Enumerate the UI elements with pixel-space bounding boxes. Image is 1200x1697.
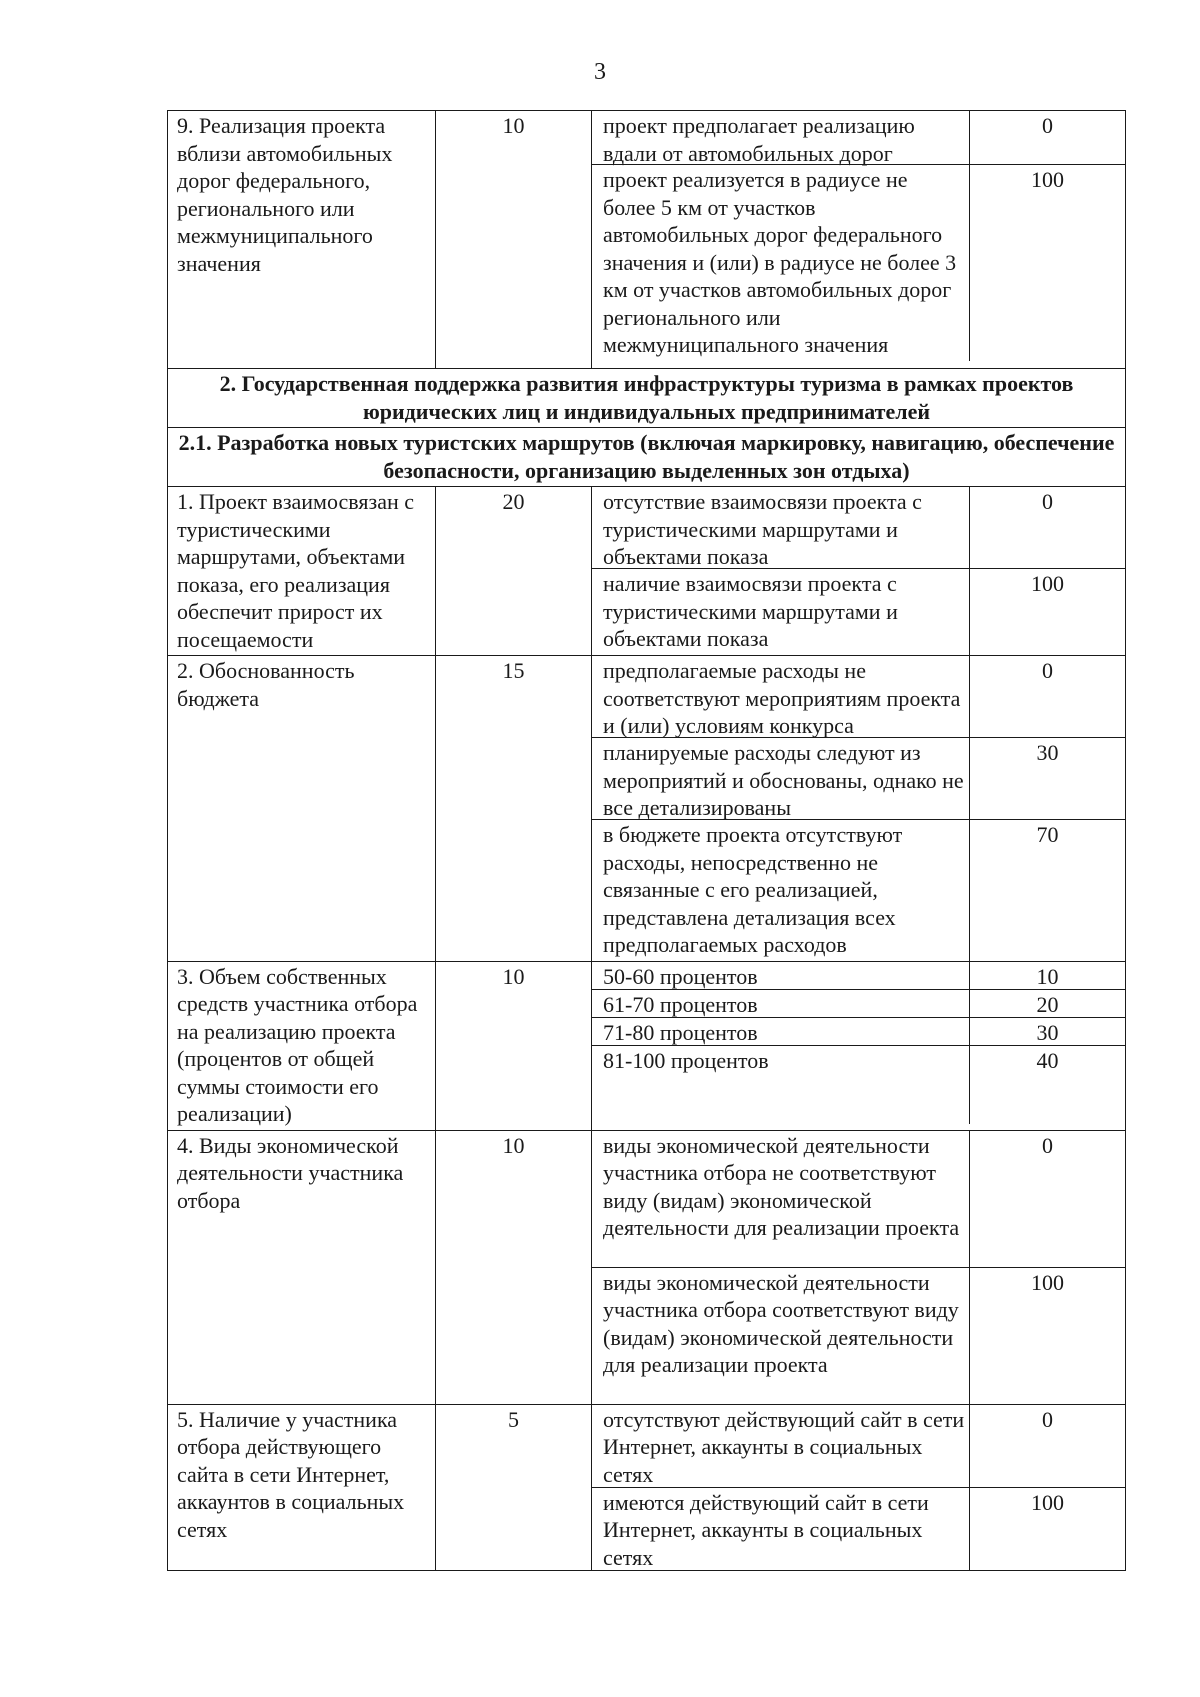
section-row [168, 369, 1126, 428]
option-score: 20 [1036, 991, 1059, 1017]
option-score: 100 [1031, 571, 1064, 596]
option-score: 100 [1031, 1269, 1064, 1295]
criterion-cell: 5. Наличие у участника отбора действующего сайта в сети Интернет, аккаунтов в социальных сетях [168, 1404, 436, 1570]
option-row [592, 568, 1125, 655]
option-description: в бюджете проекта отсутствуют расходы, непосредственно не связанные с его реализацией, представлена детализация всех предполагаемых расходов [592, 820, 970, 961]
option-description: отсутствие взаимосвязи проекта с туристическими маршрутами и объектами показа [592, 487, 970, 568]
weight-cell: 15 [436, 656, 592, 962]
options-cell [592, 111, 1126, 369]
table-row [168, 487, 1126, 656]
table-row [168, 111, 1126, 369]
options-cell [592, 487, 1126, 656]
criterion-cell: 3. Объем собственных средств участника отбора на реализацию проекта (процентов от общей суммы стоимости его реализации) [168, 961, 436, 1130]
option-description: 71-80 процентов [592, 1018, 970, 1045]
weight-cell: 20 [436, 487, 592, 656]
option-score: 0 [1042, 1406, 1053, 1432]
weight-cell: 5 [436, 1404, 592, 1570]
table-row [168, 1404, 1126, 1570]
option-score: 70 [1036, 822, 1059, 847]
option-description: предполагаемые расходы не соответствуют мероприятиям проекта и (или) условиям конкурса [592, 656, 970, 737]
option-row [592, 111, 1125, 164]
option-row [592, 819, 1125, 961]
table-row [168, 656, 1126, 962]
section-row [168, 428, 1126, 487]
option-row [592, 737, 1125, 819]
option-score: 0 [1042, 489, 1053, 514]
option-row [592, 1267, 1125, 1404]
table-row [168, 961, 1126, 1130]
option-row [592, 1045, 1125, 1124]
option-score: 40 [1036, 1047, 1059, 1073]
option-row [592, 1487, 1125, 1570]
option-description: проект предполагает реализацию вдали от автомобильных дорог [592, 111, 970, 164]
options-cell [592, 961, 1126, 1130]
option-score: 0 [1042, 1132, 1053, 1158]
option-row [592, 962, 1125, 989]
option-score: 30 [1036, 740, 1059, 765]
criterion-cell: 1. Проект взаимосвязан с туристическими маршрутами, объектами показа, его реализация обеспечит прирост их посещаемости [168, 487, 436, 656]
criteria-table [167, 110, 1126, 1571]
options-cell [592, 656, 1126, 962]
table-row [168, 1130, 1126, 1404]
option-row [592, 1017, 1125, 1045]
options-cell [592, 1130, 1126, 1404]
weight-cell: 10 [436, 111, 592, 369]
criteria-table-body [168, 111, 1126, 1571]
weight-cell: 10 [436, 961, 592, 1130]
option-description: виды экономической деятельности участника отбора соответствуют виду (видам) экономической деятельности для реализации проекта [592, 1268, 970, 1404]
option-score: 100 [1031, 1489, 1064, 1515]
option-description: планируемые расходы следуют из мероприятий и обоснованы, однако не все детализированы [592, 738, 970, 819]
section-heading: 2. Государственная поддержка развития инфраструктуры туризма в рамках проектов юридических лиц и индивидуальных предпринимателей [168, 369, 1126, 428]
option-row [592, 1405, 1125, 1487]
option-description: наличие взаимосвязи проекта с туристическими маршрутами и объектами показа [592, 569, 970, 655]
option-row [592, 656, 1125, 737]
option-row [592, 487, 1125, 568]
option-score: 0 [1042, 113, 1053, 138]
options-cell [592, 1404, 1126, 1570]
option-description: 81-100 процентов [592, 1046, 970, 1124]
criterion-cell: 9. Реализация проекта вблизи автомобильных дорог федерального, регионального или межмуниципального значения [168, 111, 436, 369]
option-description: имеются действующий сайт в сети Интернет, аккаунты в социальных сетях [592, 1488, 970, 1570]
option-score: 0 [1042, 658, 1053, 683]
option-score: 30 [1036, 1019, 1059, 1045]
option-description: 61-70 процентов [592, 990, 970, 1017]
option-description: проект реализуется в радиусе не более 5 км от участков автомобильных дорог федерального значения и (или) в радиусе не более 3 км от участков автомобильных дорог регионального или межмуниципального значения [592, 165, 970, 361]
criterion-cell: 4. Виды экономической деятельности участника отбора [168, 1130, 436, 1404]
option-row [592, 1131, 1125, 1267]
weight-cell: 10 [436, 1130, 592, 1404]
section-heading: 2.1. Разработка новых туристских маршрутов (включая маркировку, навигацию, обеспечение безопасности, организацию выделенных зон отдыха) [168, 428, 1126, 487]
option-description: виды экономической деятельности участника отбора не соответствуют виду (видам) экономической деятельности для реализации проекта [592, 1131, 970, 1267]
option-description: отсутствуют действующий сайт в сети Интернет, аккаунты в социальных сетях [592, 1405, 970, 1487]
option-row [592, 164, 1125, 361]
page-number: 3 [594, 59, 606, 85]
option-description: 50-60 процентов [592, 962, 970, 989]
option-score: 10 [1036, 963, 1059, 989]
option-score: 100 [1031, 167, 1064, 192]
criterion-cell: 2. Обоснованность бюджета [168, 656, 436, 962]
option-row [592, 989, 1125, 1017]
